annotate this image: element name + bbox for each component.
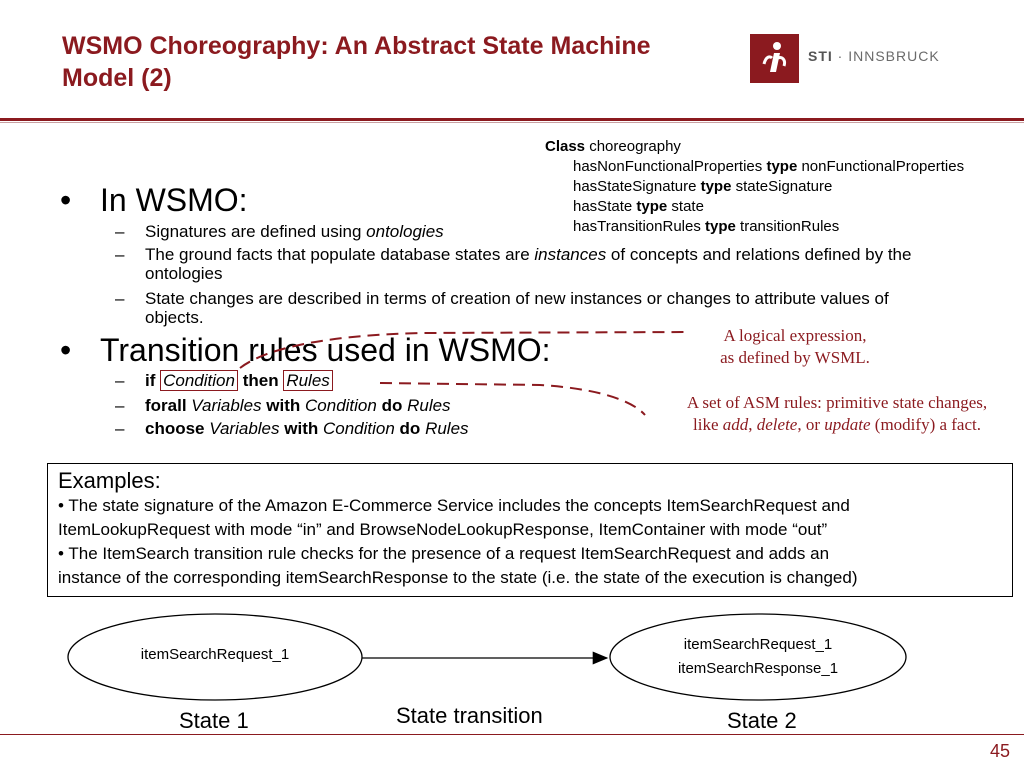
class-prop: hasTransitionRules type transitionRules bbox=[573, 218, 840, 235]
state2-content: itemSearchRequest_1 itemSearchResponse_1 bbox=[677, 636, 839, 677]
class-prop: hasStateSignature type stateSignature bbox=[573, 178, 833, 195]
bullet-dot: • bbox=[60, 182, 72, 218]
rules-box: Rules bbox=[283, 370, 332, 391]
sub-bullet: – The ground facts that populate database states are instances of concepts and relations defined by the ontologies bbox=[115, 245, 912, 283]
examples-heading: Examples: bbox=[58, 468, 161, 493]
transition-label: State transition bbox=[396, 703, 543, 728]
bullet-in-wsmo: • In WSMO: bbox=[60, 182, 248, 218]
rule-choose: – choose Variables with Condition do Rules bbox=[115, 419, 469, 438]
class-prop: hasState type state bbox=[573, 198, 704, 215]
class-definition: Class choreography hasNonFunctionalProperties type nonFunctionalProperties hasStateSignature type stateSignature hasState type state hasTransitionRules type transitionRules bbox=[545, 138, 965, 235]
asm-rules-note: A set of ASM rules: primitive state changes, like add, delete, or update (modify) a fact. bbox=[686, 393, 988, 434]
logo-text: STI · INNSBRUCK bbox=[808, 48, 940, 64]
example-line: • The ItemSearch transition rule checks for the presence of a request ItemSearchRequest and adds an bbox=[58, 544, 830, 563]
bullet-dot: • bbox=[60, 332, 72, 368]
state1-label: State 1 bbox=[179, 708, 249, 733]
state1-content: itemSearchRequest_1 bbox=[140, 646, 290, 663]
example-line: ItemLookupRequest with mode “in” and BrowseNodeLookupResponse, ItemContainer with mode “out” bbox=[58, 520, 828, 539]
slide-title: WSMO Choreography: An Abstract State Machine Model (2) bbox=[62, 32, 651, 92]
page-number: 45 bbox=[990, 741, 1011, 761]
example-line: instance of the corresponding itemSearchResponse to the state (i.e. the state of the execution is changed) bbox=[58, 568, 858, 587]
logical-expression-note: A logical expression, as defined by WSML. bbox=[720, 326, 870, 367]
rule-forall: – forall Variables with Condition do Rules bbox=[115, 396, 451, 415]
example-line: • The state signature of the Amazon E-Commerce Service includes the concepts ItemSearchRequest and bbox=[58, 496, 850, 515]
rule-if: – if Condition then Rules bbox=[145, 371, 333, 390]
footer-rule bbox=[0, 734, 1024, 735]
state2-label: State 2 bbox=[727, 708, 797, 733]
sub-bullet: – Signatures are defined using ontologies bbox=[115, 222, 444, 241]
examples-box bbox=[47, 463, 1013, 597]
class-prop: hasNonFunctionalProperties type nonFunctionalProperties bbox=[573, 158, 965, 175]
condition-box: Condition bbox=[160, 370, 238, 391]
sub-bullet: – State changes are described in terms of creation of new instances or changes to attribute values of objects. bbox=[115, 289, 889, 327]
bullet-transition-rules: • Transition rules used in WSMO: bbox=[60, 332, 551, 368]
